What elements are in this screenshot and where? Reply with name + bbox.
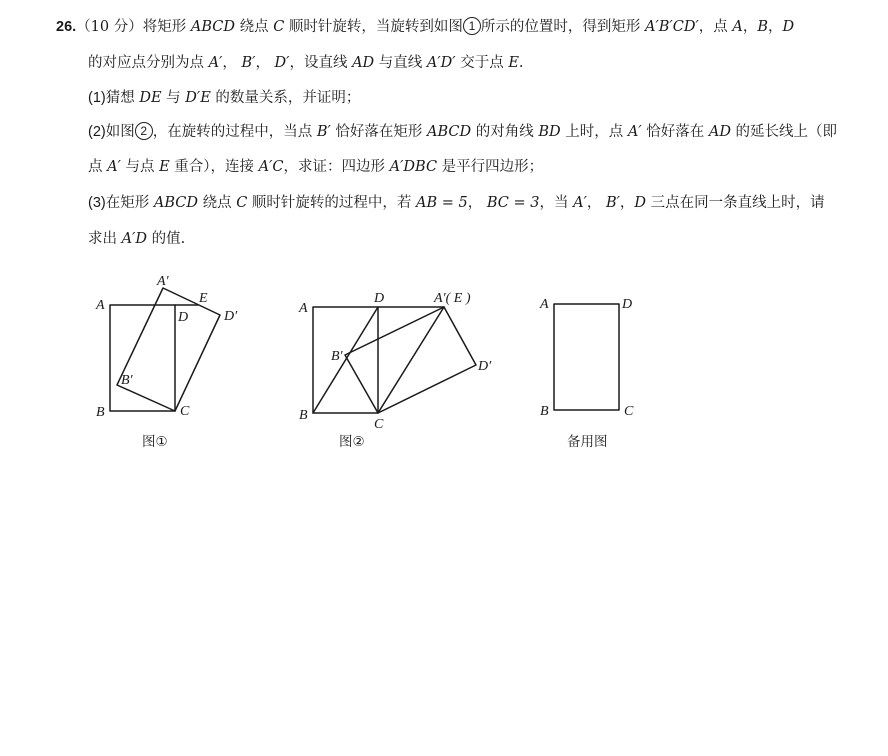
- fig2-label-d: D: [374, 291, 385, 306]
- fig2-label-a-prime-e: A′( E ): [434, 291, 471, 306]
- question-part-2-line-2: 点 A′ 与点 E 重合），连接 A′C，求证：四边形 A′DBC 是平行四边形；: [88, 159, 544, 175]
- part-label: (3): [88, 195, 106, 211]
- fig1-caption: 图①: [142, 434, 168, 450]
- fig1-label-a-prime: A′: [157, 274, 169, 289]
- fig1-label-c: C: [180, 404, 190, 419]
- fig1-label-d-prime: D′: [224, 309, 238, 324]
- fig2-label-a: A: [299, 301, 308, 316]
- rectangle-a-prime-b-prime-c-d-prime: [117, 288, 220, 411]
- fig2-label-b-prime: B′: [331, 349, 343, 364]
- fig1-label-d: D: [178, 310, 189, 325]
- problem-line-1: 26.（10 分）将矩形 ABCD 绕点 C 顺时针旋转，当旋转到如图 1 所示的位置时，得到矩形 A′B′CD′，点 A，B，D: [56, 19, 795, 35]
- question-part-2-line-1: (2)如图 2 ，在旋转的过程中，当点 B′ 恰好落在矩形 ABCD 的对角线 BD 上时，点 A′ 恰好落在 AD 的延长线上（即: [88, 124, 838, 140]
- problem-number: 26.: [56, 19, 77, 35]
- question-part-1: (1)猜想 DE 与 D′E 的数量关系，并证明；: [88, 90, 361, 106]
- rectangle-abcd: [554, 304, 619, 410]
- fig3-label-b: B: [540, 404, 549, 419]
- fig3-caption: 备用图: [567, 434, 608, 450]
- fig3-label-a: A: [540, 297, 549, 312]
- part-label: (2): [88, 124, 106, 140]
- question-part-3-line-2: 求出 A′D 的值.: [88, 231, 186, 247]
- figure-1-diagram: [110, 288, 220, 411]
- rectangle-abcd: [110, 305, 175, 411]
- fig2-caption: 图②: [339, 434, 365, 450]
- question-part-3-line-1: (3)在矩形 ABCD 绕点 C 顺时针旋转的过程中，若 AB = 5， BC = 3，当 A′， B′，D 三点在同一条直线上时，请: [88, 195, 825, 211]
- fig1-label-b: B: [96, 405, 105, 420]
- fig3-label-d: D: [622, 297, 633, 312]
- fig1-label-a: A: [96, 298, 105, 313]
- circled-number-2: 2: [135, 122, 153, 140]
- fig2-label-d-prime: D′: [478, 359, 492, 374]
- circled-number-1: 1: [463, 17, 481, 35]
- fig2-label-c: C: [374, 417, 384, 432]
- problem-score: （10 分）: [76, 19, 143, 35]
- part-label: (1): [88, 90, 106, 106]
- problem-line-2: 的对应点分别为点 A′， B′， D′，设直线 AD 与直线 A′D′ 交于点 E.: [88, 55, 524, 71]
- fig1-label-b-prime: B′: [121, 373, 133, 388]
- fig1-label-e: E: [199, 291, 208, 306]
- fig2-label-b: B: [299, 408, 308, 423]
- figure-3-diagram: [554, 304, 619, 410]
- fig3-label-c: C: [624, 404, 634, 419]
